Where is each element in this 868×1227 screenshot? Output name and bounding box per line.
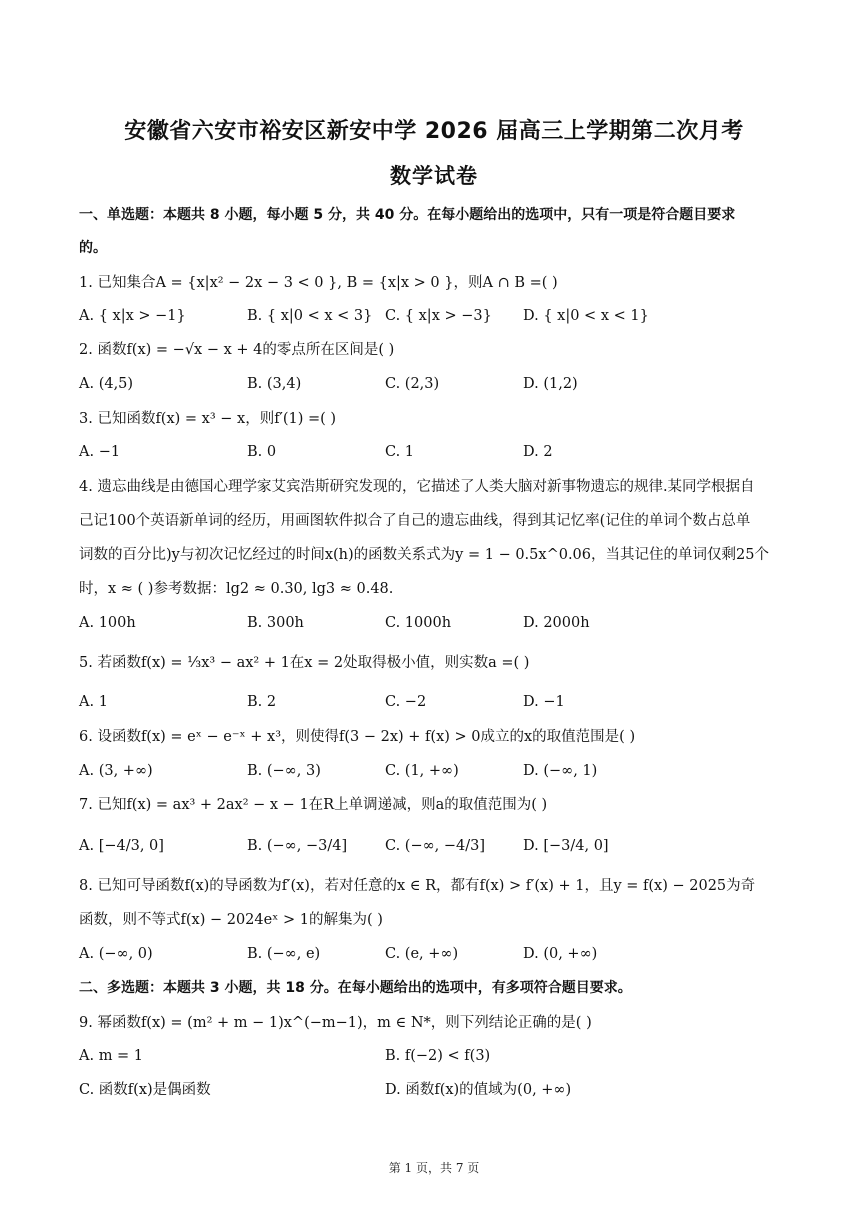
question-6-option-b: B. (−∞, 3)	[247, 763, 321, 779]
question-9-option-c: C. 函数f(x)是偶函数	[79, 1082, 211, 1098]
question-4-line-2: 己记100个英语新单词的经历，用画图软件拟合了自己的遗忘曲线，得到其记忆率(记住的单词个数占总单	[79, 513, 751, 529]
question-9-option-a: A. m = 1	[79, 1048, 144, 1064]
question-6-option-d: D. (−∞, 1)	[523, 763, 598, 779]
question-2-option-b: B. (3,4)	[247, 376, 302, 392]
question-2-option-d: D. (1,2)	[523, 376, 578, 392]
section2-header: 二、多选题：本题共 3 小题，共 18 分。在每小题给出的选项中，有多项符合题目要求。	[79, 980, 632, 996]
question-8-option-d: D. (0, +∞)	[523, 946, 598, 962]
question-8-option-a: A. (−∞, 0)	[79, 946, 153, 962]
question-5-option-c: C. −2	[385, 694, 427, 710]
question-1-option-b: B. { x|0 < x < 3}	[247, 308, 373, 324]
question-8-line-2: 函数，则不等式f(x) − 2024eˣ > 1的解集为( )	[79, 912, 383, 928]
question-7-stem: 7. 已知f(x) = ax³ + 2ax² − x − 1在R上单调递减，则a的取值范围为( )	[79, 797, 548, 813]
question-2-option-a: A. (4,5)	[79, 376, 134, 392]
exam-title: 安徽省六安市裕安区新安中学 2026 届高三上学期第二次月考	[124, 119, 744, 144]
question-8-line-1: 8. 已知可导函数f(x)的导函数为f′(x)，若对任意的x ∈ R，都有f(x) > f′(x) + 1，且y = f(x) − 2025为奇	[79, 878, 756, 894]
question-5-option-a: A. 1	[79, 694, 108, 710]
question-8-option-c: C. (e, +∞)	[385, 946, 459, 962]
question-2-option-c: C. (2,3)	[385, 376, 440, 392]
question-4-option-b: B. 300h	[247, 615, 304, 631]
section1-header-line2: 的。	[79, 240, 107, 256]
question-6-option-a: A. (3, +∞)	[79, 763, 153, 779]
question-5-stem: 5. 若函数f(x) = ⅓x³ − ax² + 1在x = 2处取得极小值，则实数a =( )	[79, 655, 530, 671]
question-3-stem: 3. 已知函数f(x) = x³ − x，则f′(1) =( )	[79, 411, 337, 427]
question-8-option-b: B. (−∞, e)	[247, 946, 321, 962]
question-4-line-4: 时，x ≈ ( )参考数据：lg2 ≈ 0.30, lg3 ≈ 0.48.	[79, 581, 394, 597]
question-2-stem: 2. 函数f(x) = −√x − x + 4的零点所在区间是( )	[79, 342, 395, 358]
question-1-option-a: A. { x|x > −1}	[79, 308, 186, 324]
question-4-option-a: A. 100h	[79, 615, 136, 631]
question-3-option-d: D. 2	[523, 444, 553, 460]
question-1-option-c: C. { x|x > −3}	[385, 308, 492, 324]
question-1-stem: 1. 已知集合A = {x|x² − 2x − 3 < 0 }, B = {x|x > 0 }，则A ∩ B =( )	[79, 275, 558, 291]
question-5-option-b: B. 2	[247, 694, 277, 710]
question-4-option-c: C. 1000h	[385, 615, 452, 631]
question-9-option-d: D. 函数f(x)的值域为(0, +∞)	[385, 1082, 572, 1098]
question-3-option-b: B. 0	[247, 444, 277, 460]
question-7-option-a: A. [−4/3, 0]	[79, 838, 164, 854]
question-4-line-3: 词数的百分比)y与初次记忆经过的时间x(h)的函数关系式为y = 1 − 0.5x^0.06，当其记住的单词仅剩25个	[79, 547, 769, 563]
page-footer: 第 1 页，共 7 页	[388, 1161, 480, 1175]
question-9-stem: 9. 幂函数f(x) = (m² + m − 1)x^(−m−1)，m ∈ N*，则下列结论正确的是( )	[79, 1015, 592, 1031]
section1-header-line1: 一、单选题：本题共 8 小题，每小题 5 分，共 40 分。在每小题给出的选项中，只有一项是符合题目要求	[79, 207, 736, 223]
question-7-option-d: D. [−3/4, 0]	[523, 838, 609, 854]
question-7-option-c: C. (−∞, −4/3]	[385, 838, 486, 854]
exam-subtitle: 数学试卷	[390, 164, 478, 188]
question-6-stem: 6. 设函数f(x) = eˣ − e⁻ˣ + x³，则使得f(3 − 2x) + f(x) > 0成立的x的取值范围是( )	[79, 729, 636, 745]
question-6-option-c: C. (1, +∞)	[385, 763, 459, 779]
question-9-option-b: B. f(−2) < f(3)	[385, 1048, 491, 1064]
question-4-option-d: D. 2000h	[523, 615, 590, 631]
question-3-option-c: C. 1	[385, 444, 415, 460]
question-7-option-b: B. (−∞, −3/4]	[247, 838, 348, 854]
question-5-option-d: D. −1	[523, 694, 565, 710]
question-1-option-d: D. { x|0 < x < 1}	[523, 308, 649, 324]
question-3-option-a: A. −1	[79, 444, 121, 460]
question-4-line-1: 4. 遗忘曲线是由德国心理学家艾宾浩斯研究发现的，它描述了人类大脑对新事物遗忘的规律.某同学根据自	[79, 479, 755, 495]
